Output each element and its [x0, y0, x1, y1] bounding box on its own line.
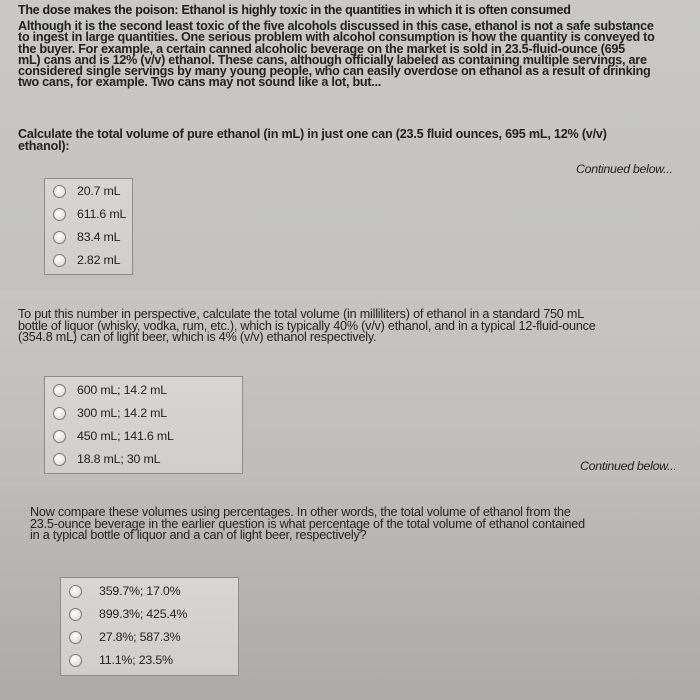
question-panel-1 — [0, 0, 700, 290]
intro-paragraph — [18, 21, 655, 89]
prompt-line: ethanol): — [18, 138, 70, 153]
question-panel-2 — [0, 290, 700, 486]
intro-line: to ingest in large quantities. One serious problem with alcohol consumption is how the quantity is conveyed to — [18, 30, 655, 45]
radio-button[interactable] — [53, 254, 66, 267]
option-1d[interactable] — [45, 251, 132, 271]
question-panel-3 — [0, 486, 700, 700]
option-label: 450 mL; 141.6 mL — [77, 429, 174, 443]
option-label: 600 mL; 14.2 mL — [77, 383, 167, 397]
intro-line: the buyer. For example, a certain canned alcoholic beverage on the market is sold in 23.5-fluid-ounce (695 — [18, 41, 625, 56]
prompt-line: in a typical bottle of liquor and a can of light beer, respectively? — [30, 528, 367, 543]
radio-button[interactable] — [53, 185, 66, 198]
radio-button[interactable] — [69, 585, 82, 598]
option-3a[interactable] — [61, 582, 238, 602]
option-2a[interactable] — [45, 381, 242, 401]
option-1b[interactable] — [45, 205, 132, 225]
intro-line: considered single servings by many young people, who can easily overdose on ethanol as a result of drinking — [18, 64, 651, 79]
prompt-line: bottle of liquor (whisky, vodka, rum, etc.), which is typically 40% (v/v) ethanol, and in a typical 12-fluid-ounce — [18, 318, 596, 333]
option-label: 20.7 mL — [77, 184, 121, 198]
radio-button[interactable] — [69, 654, 82, 667]
option-label: 18.8 mL; 30 mL — [77, 452, 161, 466]
option-2d[interactable] — [45, 450, 242, 470]
option-1c[interactable] — [45, 228, 132, 248]
option-label: 27.8%; 587.3% — [99, 630, 181, 644]
option-2b[interactable] — [45, 404, 242, 424]
prompt-line: Calculate the total volume of pure ethanol (in mL) in just one can (23.5 fluid ounces, 695 mL, 12% (v/v) — [18, 127, 607, 141]
radio-button[interactable] — [53, 384, 66, 397]
option-3d[interactable] — [61, 651, 238, 671]
page-title: The dose makes the poison: Ethanol is highly toxic in the quantities in which it is often consumed — [18, 3, 571, 17]
intro-line: Although it is the second least toxic of the five alcohols discussed in this case, ethanol is not a safe substance — [18, 19, 654, 33]
radio-button[interactable] — [53, 231, 66, 244]
option-3c[interactable] — [61, 628, 238, 648]
continued-below-2: Continued below... — [580, 459, 677, 473]
radio-button[interactable] — [53, 430, 66, 443]
option-label: 899.3%; 425.4% — [99, 607, 188, 621]
radio-button[interactable] — [69, 631, 82, 644]
continued-below-1: Continued below... — [576, 162, 673, 176]
option-label: 300 mL; 14.2 mL — [77, 406, 167, 420]
radio-button[interactable] — [53, 208, 66, 221]
intro-line: mL) cans and is 12% (v/v) ethanol. These cans, although officially labeled as containing multiple servings, are — [18, 52, 647, 67]
option-label: 359.7%; 17.0% — [99, 584, 181, 598]
radio-button[interactable] — [53, 453, 66, 466]
option-2c[interactable] — [45, 427, 242, 447]
prompt-line: Now compare these volumes using percentages. In other words, the total volume of ethanol from the — [30, 505, 571, 519]
intro-line: two cans, for example. Two cans may not sound like a lot, but... — [18, 75, 382, 90]
option-label: 611.6 mL — [77, 207, 127, 221]
option-label: 83.4 mL — [77, 230, 121, 244]
option-3b[interactable] — [61, 605, 238, 625]
question-1-prompt — [18, 129, 607, 152]
answer-options-3 — [60, 577, 239, 676]
option-label: 11.1%; 23.5% — [99, 653, 173, 667]
radio-button[interactable] — [69, 608, 82, 621]
question-2-prompt — [18, 309, 596, 344]
radio-button[interactable] — [53, 407, 66, 420]
option-label: 2.82 mL — [77, 253, 121, 267]
prompt-line: (354.8 mL) can of light beer, which is 4% (v/v) ethanol respectively. — [18, 330, 377, 345]
answer-options-2 — [44, 376, 243, 474]
option-1a[interactable] — [45, 182, 132, 202]
question-3-prompt — [30, 507, 585, 542]
answer-options-1 — [44, 178, 133, 275]
prompt-line: To put this number in perspective, calculate the total volume (in milliliters) of ethanol in a standard 750 mL — [18, 307, 585, 321]
prompt-line: 23.5-ounce beverage in the earlier question is what percentage of the total volume of ethanol contained — [30, 516, 585, 531]
